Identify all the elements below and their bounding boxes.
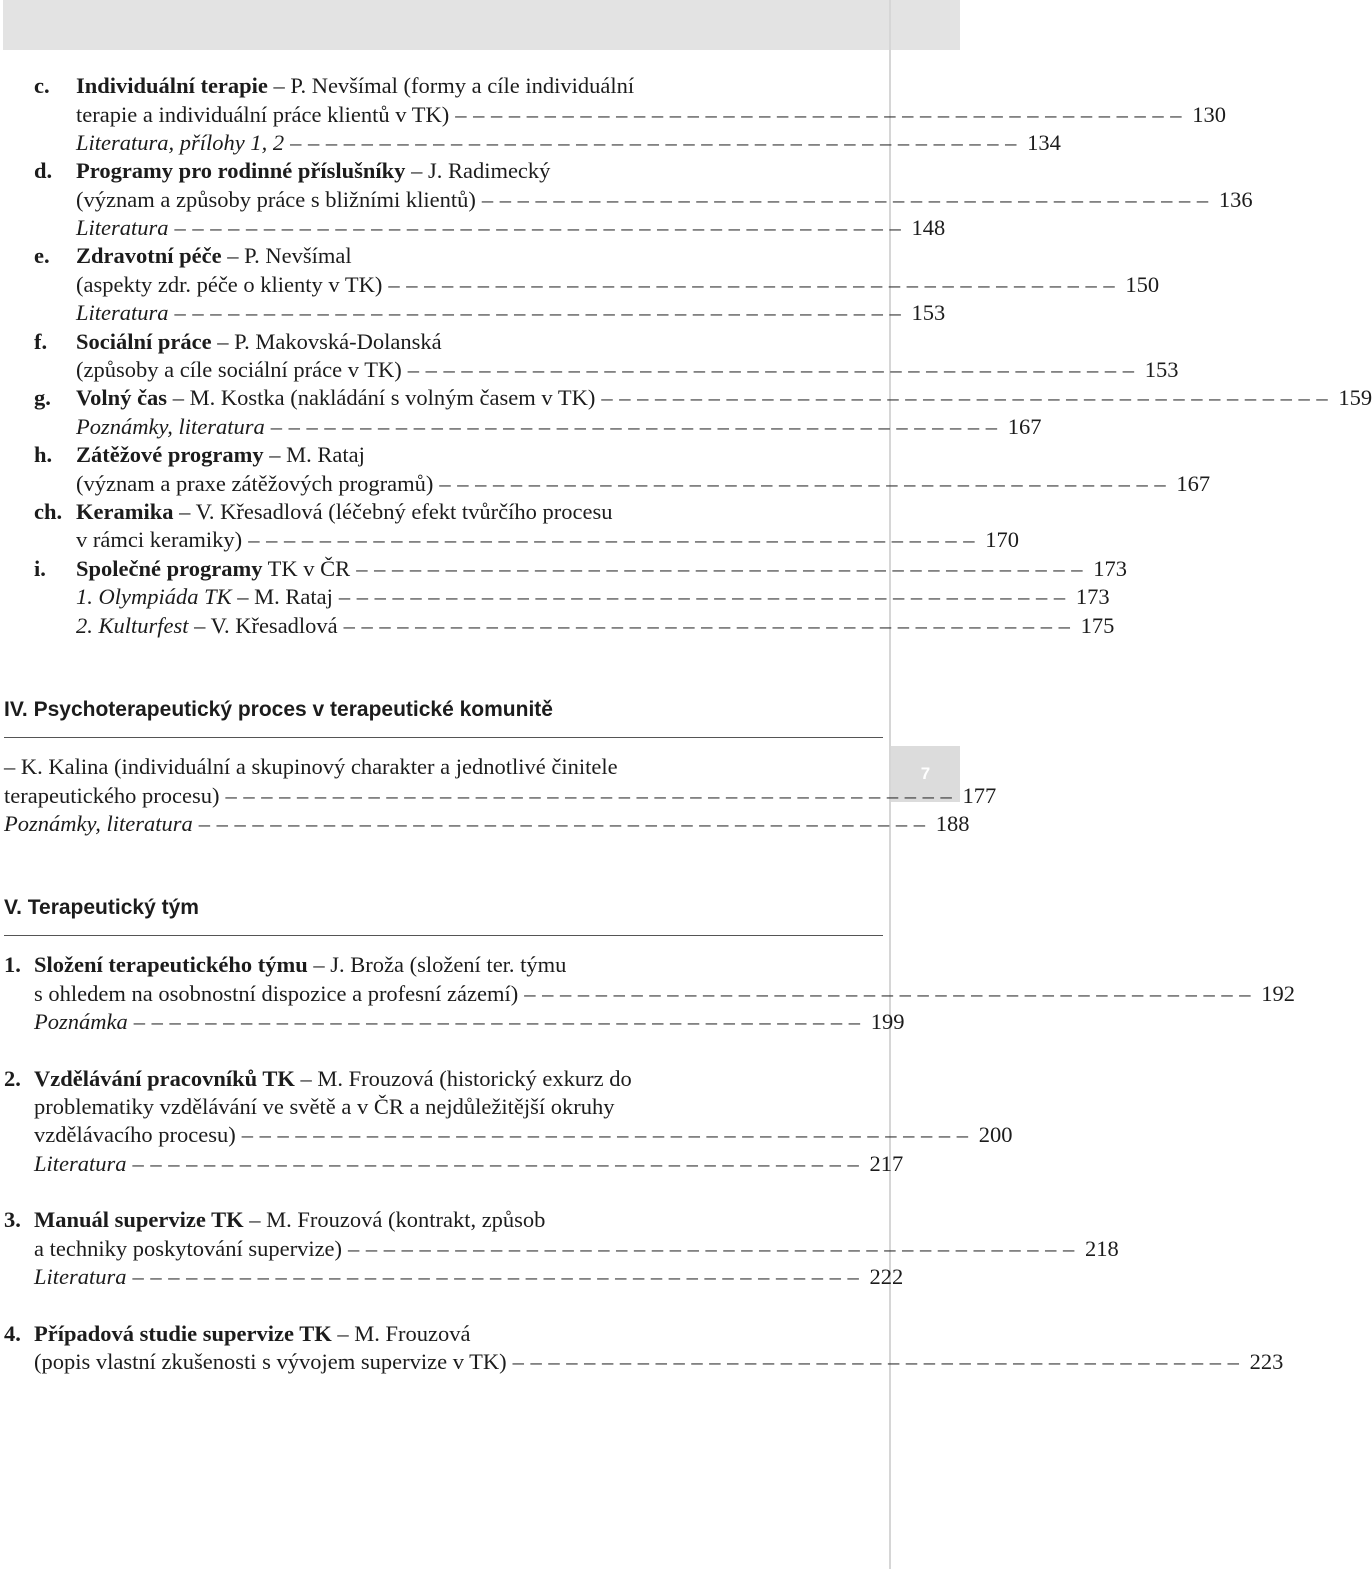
toc-entry-title	[34, 1150, 127, 1179]
entry-text: (způsoby a cíle sociální práce v TK)	[76, 357, 402, 382]
toc-entry-text	[76, 413, 1042, 442]
dash-leader: – – – – – – – – – – – – – – – – – – – – – – – – – – – – – – – – – – – – – – – – –	[601, 385, 1329, 410]
toc-entry-text	[76, 583, 1110, 612]
section-iv-rule	[4, 737, 883, 738]
entry-title-bold: Případová studie supervize TK	[34, 1321, 332, 1346]
dash-leader: – – – – – – – – – – – – – – – – – – – – – – – – – – – – – – – – – – – – – – – – –	[132, 1151, 860, 1176]
toc-entry-line	[34, 356, 1179, 385]
toc-entry-text	[76, 441, 811, 470]
entry-title-italic: Literatura	[34, 1151, 127, 1176]
toc-page-number: 199	[870, 1009, 905, 1034]
toc-entry-title	[34, 1348, 507, 1377]
entry-title-bold: Společné programy	[76, 556, 263, 581]
toc-entry-text	[76, 498, 811, 527]
entry-text: – P. Nevšímal	[221, 243, 352, 268]
toc-entry-line	[4, 1235, 1119, 1264]
toc-entry-text	[76, 299, 946, 328]
top-gray-bar	[3, 0, 889, 50]
dash-leader: – – – – – – – – – – – – – – – – – – – – – – – – – – – – – – – – – – – – – – – – –	[133, 1009, 861, 1034]
entry-title-bold: Zátěžové programy	[76, 442, 264, 467]
entry-text: – J. Broža (složení ter. týmu	[307, 952, 567, 977]
entry-title-bold: Volný čas	[76, 385, 168, 410]
toc-entry-label: h.	[34, 442, 53, 467]
toc-entry-label: 1.	[4, 952, 21, 977]
toc-entry-line	[4, 1206, 815, 1235]
toc-entry-line	[4, 1150, 904, 1179]
toc-page-number: 173	[1075, 584, 1110, 609]
toc-page-number: 159	[1338, 385, 1372, 410]
entry-text: (aspekty zdr. péče o klienty v TK)	[76, 272, 383, 297]
toc-entry-line	[4, 1121, 1013, 1150]
toc-entry-text	[34, 1263, 904, 1292]
toc-entry-title	[34, 1008, 128, 1037]
toc-page-number: 130	[1192, 102, 1226, 127]
toc-page-number: 217	[869, 1151, 904, 1176]
toc-entry-text	[76, 271, 1160, 300]
toc-entry-line	[4, 1348, 1284, 1377]
dash-leader: – – – – – – – – – – – – – – – – – – – – – – – – – – – – – – – – – – – – – – – – –	[407, 357, 1135, 382]
toc-page-number: 177	[962, 783, 997, 808]
dash-leader: – – – – – – – – – – – – – – – – – – – – – – – – – – – – – – – – – – – – – – – – –	[225, 783, 953, 808]
toc-entry-text	[34, 1235, 1119, 1264]
toc-entry-title	[34, 951, 566, 980]
toc-entry-title	[76, 186, 476, 215]
toc-entry-line	[4, 753, 811, 782]
entry-text: – M. Frouzová (historický exkurz do	[294, 1066, 632, 1091]
toc-page-number: 223	[1249, 1349, 1284, 1374]
toc-entry-line	[4, 1093, 815, 1122]
section-v-heading: V. Terapeutický tým	[4, 896, 199, 919]
toc-entry-line	[4, 810, 970, 839]
toc-entry-text	[76, 129, 1061, 158]
toc-entry-title	[76, 612, 338, 641]
toc-entry-line	[34, 214, 946, 243]
toc-entry-line	[34, 101, 1226, 130]
toc-entry-text	[34, 1348, 1284, 1377]
toc-entry-label: d.	[34, 158, 53, 183]
dash-leader: – – – – – – – – – – – – – – – – – – – – – – – – – – – – – – – – – – – – – – – – –	[439, 471, 1167, 496]
toc-entry-text	[34, 1150, 904, 1179]
dash-leader: – – – – – – – – – – – – – – – – – – – – – – – – – – – – – – – – – – – – – – – – –	[343, 613, 1071, 638]
entry-text: (význam a praxe zátěžových programů)	[76, 471, 434, 496]
toc-entry-title	[34, 1206, 545, 1235]
toc-entry-line	[4, 1065, 815, 1094]
entry-text: – M. Frouzová	[331, 1321, 471, 1346]
dash-leader: – – – – – – – – – – – – – – – – – – – – – – – – – – – – – – – – – – – – – – – – –	[455, 102, 1182, 127]
toc-entry-text	[4, 753, 811, 782]
entry-title-italic: Poznámka	[34, 1009, 128, 1034]
toc-entry-title	[76, 356, 402, 385]
toc-entry-title	[76, 101, 449, 130]
toc-entry-title	[76, 242, 352, 271]
toc-entry-line	[34, 72, 811, 101]
page-number: 7	[920, 764, 931, 783]
top-gray-bar-right	[891, 0, 960, 50]
toc-page-number: 148	[911, 215, 946, 240]
toc-page-number: 200	[978, 1122, 1013, 1147]
toc-entry-text	[76, 101, 1226, 130]
entry-text: – J. Radimecký	[405, 158, 551, 183]
toc-entry-line	[4, 951, 815, 980]
toc-entry-line	[34, 299, 946, 328]
entry-text: – P. Makovská-Dolanská	[211, 329, 442, 354]
entry-text: s ohledem na osobnostní dispozice a profesní zázemí)	[34, 981, 519, 1006]
dash-leader: – – – – – – – – – – – – – – – – – – – – – – – – – – – – – – – – – – – – – – – – –	[290, 130, 1017, 155]
dash-leader: – – – – – – – – – – – – – – – – – – – – – – – – – – – – – – – – – – – – – – – – –	[241, 1122, 969, 1147]
toc-entry-label: ch.	[34, 499, 63, 524]
toc-entry-text	[76, 555, 1127, 584]
entry-text: – M. Frouzová (kontrakt, způsob	[243, 1207, 546, 1232]
toc-page-number: 167	[1007, 414, 1042, 439]
section-v-rule	[4, 935, 883, 936]
toc-entry-text	[76, 356, 1179, 385]
toc-page-number: 222	[869, 1264, 904, 1289]
toc-entry-text	[76, 328, 811, 357]
entry-text: problematiky vzdělávání ve světě a v ČR a nejdůležitější okruhy	[34, 1094, 615, 1119]
entry-text: – M. Rataj	[263, 442, 365, 467]
toc-page-number: 173	[1093, 556, 1127, 581]
toc-entry-line	[4, 1008, 905, 1037]
toc-entry-title	[34, 1065, 632, 1094]
entry-title-italic: 1. Olympiáda TK	[76, 584, 232, 609]
toc-entry-text	[76, 612, 1115, 641]
entry-title-italic: Literatura	[76, 300, 169, 325]
dash-leader: – – – – – – – – – – – – – – – – – – – – – – – – – – – – – – – – – – – – – – – – –	[512, 1349, 1240, 1374]
toc-entry-line	[34, 328, 811, 357]
toc-entry-title	[76, 526, 242, 555]
toc-entry-text	[34, 951, 815, 980]
toc-entry-line	[34, 498, 811, 527]
toc-entry-line	[34, 242, 811, 271]
entry-text: – M. Kostka (nakládání s volným časem v TK)	[167, 385, 596, 410]
entry-title-italic: Literatura	[76, 215, 169, 240]
entry-text: terapeutického procesu)	[4, 783, 220, 808]
toc-page-number: 175	[1080, 613, 1115, 638]
dash-leader: – – – – – – – – – – – – – – – – – – – – – – – – – – – – – – – – – – – – – – – – –	[388, 272, 1116, 297]
toc-entry-label: i.	[34, 556, 46, 581]
entry-text: – P. Nevšímal (formy a cíle individuální	[267, 73, 635, 98]
entry-title-bold: Manuál supervize TK	[34, 1207, 244, 1232]
toc-entry-line	[4, 1320, 815, 1349]
toc-page-number: 136	[1218, 187, 1253, 212]
toc-entry-line	[34, 157, 811, 186]
toc-entry-text	[34, 1065, 815, 1094]
toc-entry-label: 2.	[4, 1066, 21, 1091]
toc-entry-title	[76, 384, 595, 413]
dash-leader: – – – – – – – – – – – – – – – – – – – – – – – – – – – – – – – – – – – – – – – – –	[132, 1264, 860, 1289]
toc-entry-label: c.	[34, 73, 50, 98]
toc-entry-label: f.	[34, 329, 48, 354]
toc-entry-title	[76, 555, 350, 584]
toc-page-number: 134	[1027, 130, 1061, 155]
entry-title-italic: Poznámky, literatura	[76, 414, 265, 439]
entry-text: terapie a individuální práce klientů v TK)	[76, 102, 450, 127]
toc-entry-text	[34, 1008, 905, 1037]
toc-entry-text	[76, 157, 811, 186]
toc-page-number: 218	[1085, 1236, 1119, 1261]
toc-page-number: 153	[911, 300, 946, 325]
dash-leader: – – – – – – – – – – – – – – – – – – – – – – – – – – – – – – – – – – – – – – – – –	[248, 527, 975, 552]
toc-entry-line	[34, 413, 1042, 442]
entry-title-bold: Vzdělávání pracovníků TK	[34, 1066, 295, 1091]
toc-entry-text	[34, 1320, 815, 1349]
toc-entry-text	[76, 186, 1253, 215]
entry-title-bold: Individuální terapie	[76, 73, 268, 98]
entry-text: – K. Kalina (individuální a skupinový charakter a jednotlivé činitele	[4, 754, 618, 779]
toc-entry-label: 4.	[4, 1321, 21, 1346]
entry-text: – V. Křesadlová	[188, 613, 338, 638]
toc-entry-line	[34, 384, 1372, 413]
toc-entry-title	[76, 328, 442, 357]
toc-entry-label: 3.	[4, 1207, 21, 1232]
toc-entry-line	[34, 129, 1061, 158]
entry-text: – M. Rataj	[231, 584, 333, 609]
entry-text: vzdělávacího procesu)	[34, 1122, 236, 1147]
toc-entry-title	[76, 129, 284, 158]
toc-entry-text	[76, 526, 1019, 555]
toc-entry-title	[34, 1263, 127, 1292]
toc-entry-title	[34, 1235, 342, 1264]
toc-entry-title	[76, 470, 433, 499]
toc-entry-text	[34, 1206, 815, 1235]
dash-leader: – – – – – – – – – – – – – – – – – – – – – – – – – – – – – – – – – – – – – – – – –	[348, 1236, 1075, 1261]
toc-entry-text	[76, 242, 811, 271]
toc-entry-line	[34, 186, 1253, 215]
toc-entry-title	[76, 583, 333, 612]
entry-title-bold: Keramika	[76, 499, 174, 524]
entry-title-bold: Sociální práce	[76, 329, 212, 354]
toc-entry-title	[76, 72, 634, 101]
entry-title-bold: Složení terapeutického týmu	[34, 952, 308, 977]
entry-text: v rámci keramiky)	[76, 527, 243, 552]
dash-leader: – – – – – – – – – – – – – – – – – – – – – – – – – – – – – – – – – – – – – – – – –	[270, 414, 998, 439]
toc-entry-line	[4, 782, 997, 811]
toc-entry-title	[4, 782, 220, 811]
toc-entry-line	[34, 583, 1110, 612]
dash-leader: – – – – – – – – – – – – – – – – – – – – – – – – – – – – – – – – – – – – – – – – –	[174, 300, 902, 325]
toc-entry-line	[34, 271, 1160, 300]
toc-entry-title	[76, 271, 382, 300]
toc-entry-title	[76, 299, 169, 328]
entry-title-bold: Zdravotní péče	[76, 243, 222, 268]
toc-entry-line	[4, 980, 1295, 1009]
toc-entry-line	[34, 526, 1019, 555]
toc-entry-text	[4, 782, 997, 811]
toc-entry-title	[76, 413, 265, 442]
entry-text: TK v ČR	[262, 556, 351, 581]
toc-entry-title	[76, 157, 550, 186]
dash-leader: – – – – – – – – – – – – – – – – – – – – – – – – – – – – – – – – – – – – – – – – –	[338, 584, 1066, 609]
toc-entry-line	[34, 612, 1115, 641]
toc-entry-label: e.	[34, 243, 50, 268]
dash-leader: – – – – – – – – – – – – – – – – – – – – – – – – – – – – – – – – – – – – – – – – –	[198, 811, 926, 836]
entry-text: – V. Křesadlová (léčebný efekt tvůrčího procesu	[173, 499, 613, 524]
toc-entry-text	[76, 384, 1372, 413]
toc-page-number: 192	[1261, 981, 1295, 1006]
toc-page-number: 150	[1125, 272, 1160, 297]
entry-title-bold: Programy pro rodinné příslušníky	[76, 158, 406, 183]
toc-entry-title	[34, 1320, 470, 1349]
toc-entry-title	[76, 498, 613, 527]
entry-title-italic: 2. Kulturfest	[76, 613, 189, 638]
toc-entry-line	[4, 1263, 904, 1292]
toc-entry-title	[76, 441, 365, 470]
toc-entry-text	[34, 1093, 815, 1122]
toc-entry-title	[34, 1121, 236, 1150]
toc-entry-title	[4, 753, 618, 782]
toc-entry-text	[4, 810, 970, 839]
dash-leader: – – – – – – – – – – – – – – – – – – – – – – – – – – – – – – – – – – – – – – – – –	[356, 556, 1083, 581]
toc-entry-text	[76, 72, 811, 101]
entry-text: (popis vlastní zkušenosti s vývojem supervize v TK)	[34, 1349, 507, 1374]
entry-text: a techniky poskytování supervize)	[34, 1236, 343, 1261]
toc-entry-title	[34, 980, 518, 1009]
toc-page-number: 167	[1176, 471, 1211, 496]
toc-entry-text	[34, 980, 1295, 1009]
entry-title-italic: Literatura	[34, 1264, 127, 1289]
entry-text: (význam a způsoby práce s bližními klientů)	[76, 187, 476, 212]
toc-entry-text	[76, 214, 946, 243]
entry-title-italic: Poznámky, literatura	[4, 811, 193, 836]
toc-entry-title	[4, 810, 193, 839]
toc-entry-title	[34, 1093, 614, 1122]
toc-entry-label: g.	[34, 385, 51, 410]
dash-leader: – – – – – – – – – – – – – – – – – – – – – – – – – – – – – – – – – – – – – – – – –	[174, 215, 902, 240]
toc-entry-line	[34, 470, 1211, 499]
toc-entry-line	[34, 555, 1127, 584]
dash-leader: – – – – – – – – – – – – – – – – – – – – – – – – – – – – – – – – – – – – – – – – –	[481, 187, 1209, 212]
toc-entry-line	[34, 441, 811, 470]
toc-page-number: 153	[1144, 357, 1179, 382]
toc-entry-text	[34, 1121, 1013, 1150]
section-iv-heading: IV. Psychoterapeutický proces v terapeutické komunitě	[4, 698, 553, 721]
entry-title-italic: Literatura, přílohy 1, 2	[76, 130, 285, 155]
toc-entry-title	[76, 214, 169, 243]
dash-leader: – – – – – – – – – – – – – – – – – – – – – – – – – – – – – – – – – – – – – – – – –	[524, 981, 1251, 1006]
toc-page-number: 188	[935, 811, 970, 836]
toc-entry-text	[76, 470, 1211, 499]
toc-page-number: 170	[985, 527, 1019, 552]
